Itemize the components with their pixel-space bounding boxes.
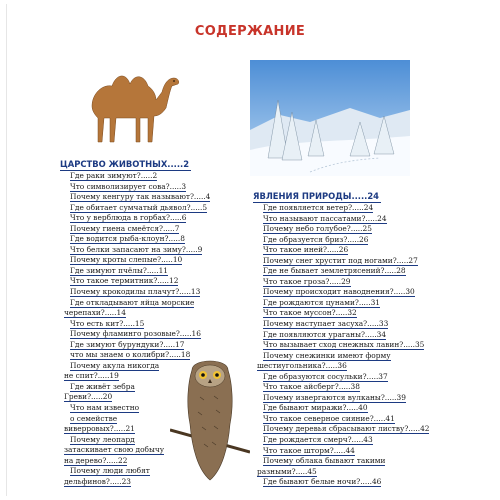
toc-entry[interactable]: Почему гиена смеётся?.....7 — [70, 223, 180, 233]
toc-entry[interactable]: Где образуется бриз?.....26 — [263, 234, 369, 244]
toc-entry[interactable]: не спит?.....19 — [64, 371, 119, 381]
toc-entry[interactable]: Почему люди любят — [70, 466, 150, 476]
toc-entry[interactable]: Где появляются ураганы?.....34 — [263, 329, 387, 339]
toc-entry[interactable]: Где бывают миражи?.....40 — [263, 403, 368, 413]
toc-entry[interactable]: Где не бывает землетрясений?.....28 — [263, 266, 406, 276]
toc-entry[interactable]: Где рождаются цунами?.....31 — [263, 297, 380, 307]
toc-entry[interactable]: Что белки запасают на зиму?.....9 — [70, 244, 203, 254]
toc-entry[interactable]: Почему кроты слепые?.....10 — [70, 255, 183, 265]
toc-entry[interactable]: Почему наступает засуха?.....33 — [263, 319, 389, 329]
toc-entry[interactable]: Греви?.....20 — [64, 392, 113, 402]
toc-entry[interactable]: Где водится рыба-клоун?.....8 — [70, 234, 185, 244]
toc-entry[interactable]: дельфинов?.....23 — [64, 476, 132, 486]
toc-entry[interactable]: Что вызывает сход снежных лавин?.....35 — [263, 340, 425, 350]
toc-entry[interactable]: Почему облака бывают такими — [263, 456, 386, 466]
toc-entry[interactable]: Почему леопард — [70, 434, 135, 444]
contents-column-nature — [253, 184, 493, 488]
toc-entry[interactable]: затаскивает свою добычу — [64, 445, 165, 455]
contents-column-animals — [60, 152, 240, 487]
toc-entry[interactable]: Где рождается смерч?.....43 — [263, 435, 373, 445]
toc-entry[interactable]: на дерево?.....22 — [64, 455, 128, 465]
toc-entry[interactable]: Где образуются сосульки?.....37 — [263, 371, 388, 381]
toc-entry[interactable]: Что такое иней?.....26 — [263, 245, 349, 255]
toc-entry[interactable]: Почему кенгуру так называют?.....4 — [70, 192, 211, 202]
toc-entry[interactable]: разными?.....45 — [257, 466, 317, 476]
toc-entry[interactable]: Где зимуют пчёлы?.....11 — [70, 265, 168, 275]
toc-entry[interactable]: Почему деревья сбрасывают листву?.....42 — [263, 424, 430, 434]
toc-entry[interactable]: Почему снег хрустит под ногами?.....27 — [263, 255, 418, 265]
camel-illustration — [82, 56, 182, 146]
toc-entry[interactable]: о семействе — [70, 413, 118, 423]
toc-entry[interactable]: Что такое термитник?.....12 — [70, 276, 179, 286]
winter-forest-photo — [250, 60, 410, 176]
toc-entry[interactable]: Где бывают белые ночи?.....46 — [263, 477, 382, 487]
toc-entry[interactable]: что мы знаем о колибри?.....18 — [70, 350, 191, 360]
toc-entry[interactable]: Что такое муссон?.....32 — [263, 308, 357, 318]
toc-entry[interactable]: Где живёт зебра — [70, 381, 135, 391]
toc-entry[interactable]: Почему фламинго розовые?.....16 — [70, 329, 201, 339]
toc-entry[interactable]: Что такое айсберг?.....38 — [263, 382, 360, 392]
toc-entry[interactable]: Почему крокодилы плачут?.....13 — [70, 287, 201, 297]
toc-entry[interactable]: Почему снежинки имеют форму — [263, 350, 391, 360]
section-heading-animals[interactable]: ЦАРСТВО ЖИВОТНЫХ.....2 — [60, 159, 190, 169]
toc-entry[interactable]: Что такое северное сияние?.....41 — [263, 413, 395, 423]
toc-entry[interactable]: Почему акула никогда — [70, 360, 160, 370]
page-title: СОДЕРЖАНИЕ — [194, 24, 306, 39]
toc-entry[interactable]: Что есть кит?.....15 — [70, 318, 145, 328]
toc-entry[interactable]: виверровых?.....21 — [64, 424, 135, 434]
toc-entry[interactable]: Где появляется ветер?.....24 — [263, 203, 374, 212]
toc-entry[interactable]: шестиугольника?.....36 — [257, 361, 347, 371]
toc-entry[interactable]: Где откладывают яйца морские — [70, 297, 195, 307]
toc-entry[interactable]: Что у верблюда в горбах?.....6 — [70, 213, 187, 223]
toc-entry[interactable]: Что такое гроза?.....29 — [263, 276, 351, 286]
toc-entry[interactable]: Почему происходит наводнения?.....30 — [263, 287, 415, 297]
toc-entry[interactable]: Где обитает сумчатый дьявол?.....5 — [70, 202, 208, 212]
toc-entry[interactable]: Где раки зимуют?.....2 — [70, 171, 158, 180]
toc-entry[interactable]: Где зимуют бурундуки?.....17 — [70, 339, 185, 349]
toc-entry[interactable]: Что нам известно — [70, 403, 140, 413]
section-heading-nature[interactable]: ЯВЛЕНИЯ ПРИРОДЫ.....24 — [253, 191, 380, 201]
toc-entry[interactable]: Что символизирует сова?.....3 — [70, 181, 187, 191]
toc-entry[interactable]: Что называют пассатами?.....24 — [263, 213, 387, 223]
toc-entry[interactable]: Что такое шторм?.....44 — [263, 445, 355, 455]
toc-entry[interactable]: Почему небо голубое?.....25 — [263, 224, 372, 234]
toc-entry[interactable]: Почему извергаются вулканы?.....39 — [263, 392, 406, 402]
toc-entry[interactable]: черепахи?.....14 — [64, 308, 126, 318]
